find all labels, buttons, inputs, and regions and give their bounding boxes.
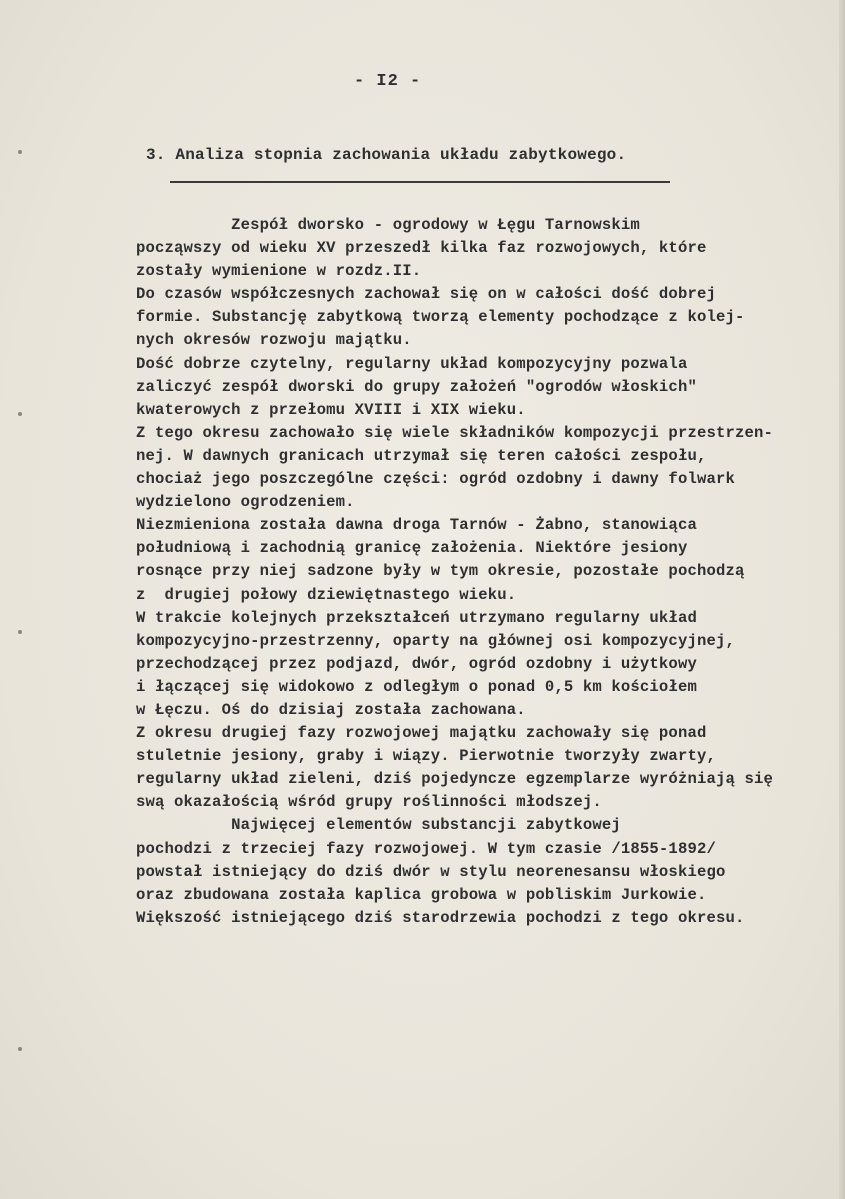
punch-mark [18, 412, 22, 416]
punch-mark [18, 150, 22, 154]
punch-mark [18, 630, 22, 634]
text-line: kwaterowych z przełomu XVIII i XIX wieku. [136, 400, 526, 419]
paper-edge-shadow [839, 0, 845, 1199]
text-line: w Łęczu. Oś do dzisiaj została zachowana. [136, 700, 526, 719]
text-line: przechodzącej przez podjazd, dwór, ogród ozdobny i użytkowy [136, 654, 697, 673]
text-line: nej. W dawnych granicach utrzymał się teren całości zespołu, [136, 446, 707, 465]
text-line: zaliczyć zespół dworski do grupy założeń "ogrodów włoskich" [136, 377, 697, 396]
body-text [136, 214, 826, 930]
text-line: powstał istniejący do dziś dwór w stylu neorenesansu włoskiego [136, 862, 726, 881]
text-line: Z tego okresu zachowało się wiele składników kompozycji przestrzen- [136, 423, 774, 442]
text-line: z drugiej połowy dziewiętnastego wieku. [136, 585, 517, 604]
text-line: Dość dobrze czytelny, regularny układ kompozycyjny pozwala [136, 354, 688, 373]
text-line: Niezmieniona została dawna droga Tarnów - Żabno, stanowiąca [136, 516, 697, 535]
text-line: pochodzi z trzeciej fazy rozwojowej. W tym czasie /1855-1892/ [136, 839, 716, 858]
heading-underline [170, 181, 670, 183]
text-line: swą okazałością wśród grupy roślinności młodszej. [136, 793, 602, 812]
text-line: Większość istniejącego dziś starodrzewia pochodzi z tego okresu. [136, 908, 745, 927]
text-line: Do czasów współczesnych zachował się on w całości dość dobrej [136, 285, 716, 304]
text-line: Z okresu drugiej fazy rozwojowej majątku zachowały się ponad [136, 724, 707, 743]
text-line: stuletnie jesiony, graby i wiązy. Pierwotnie tworzyły zwarty, [136, 747, 716, 766]
section-heading: 3. Analiza stopnia zachowania układu zabytkowego. [146, 146, 627, 164]
text-line: kompozycyjno-przestrzenny, oparty na głównej osi kompozycyjnej, [136, 631, 735, 650]
text-line: W trakcie kolejnych przekształceń utrzymano regularny układ [136, 608, 697, 627]
page-number: - I2 - [354, 72, 422, 91]
text-line: południową i zachodnią granicę założenia. Niektóre jesiony [136, 539, 688, 558]
text-line: chociaż jego poszczególne części: ogród ozdobny i dawny folwark [136, 470, 735, 489]
text-line: Zespół dworsko - ogrodowy w Łęgu Tarnowskim [136, 216, 640, 234]
text-line: począwszy od wieku XV przeszedł kilka faz rozwojowych, które [136, 239, 707, 258]
text-line: i łączącej się widokowo z odległym o ponad 0,5 km kościołem [136, 677, 697, 696]
text-line: oraz zbudowana została kaplica grobowa w pobliskim Jurkowie. [136, 885, 707, 904]
text-line: wydzielono ogrodzeniem. [136, 493, 355, 512]
text-line: zostały wymienione w rozdz.II. [136, 262, 422, 281]
text-line: regularny układ zieleni, dziś pojedyncze egzemplarze wyróżniają się [136, 770, 774, 789]
text-line: formie. Substancję zabytkową tworzą elementy pochodzące z kolej- [136, 308, 745, 327]
text-line: nych okresów rozwoju majątku. [136, 331, 412, 350]
text-line: rosnące przy niej sadzone były w tym okresie, pozostałe pochodzą [136, 562, 745, 581]
text-line: Najwięcej elementów substancji zabytkowej [136, 816, 621, 835]
punch-mark [18, 1047, 22, 1051]
